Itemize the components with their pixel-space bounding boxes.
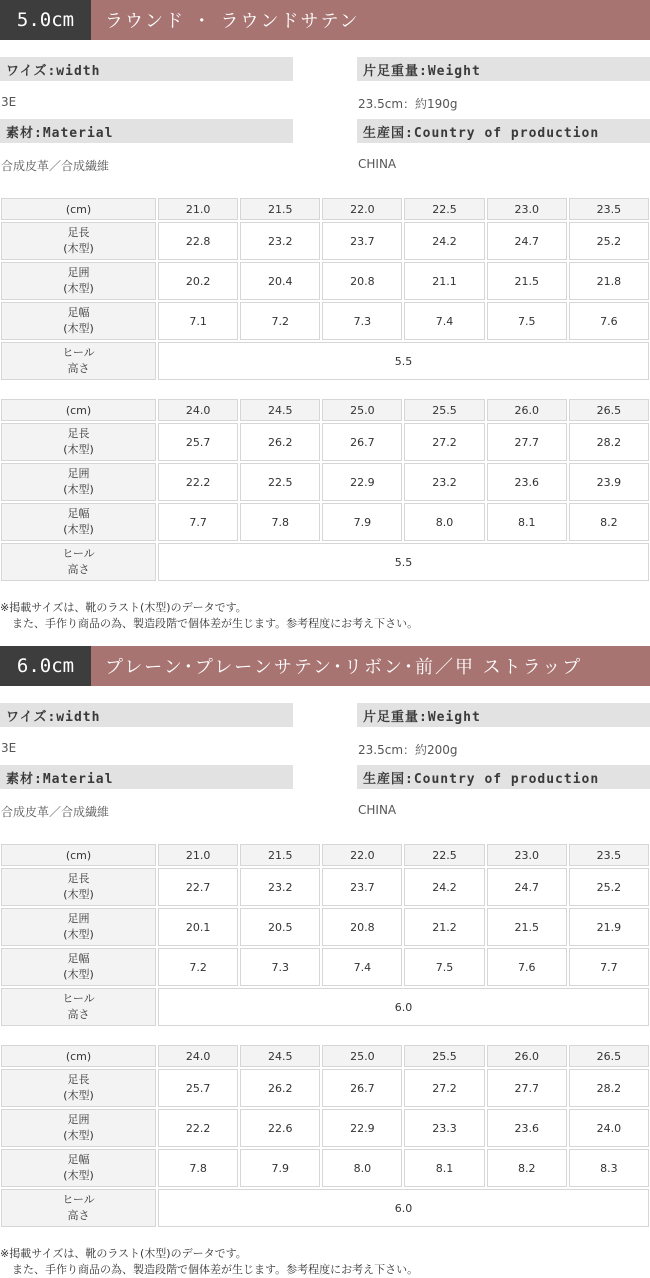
measure-cell: 23.9 (569, 463, 649, 501)
size-cell: 22.5 (404, 844, 484, 866)
section-title: プレーン･プレーンサテン･リボン･前／甲 ストラップ (91, 646, 650, 686)
row-label (1, 222, 156, 260)
size-table (0, 1043, 650, 1229)
size-notes (0, 1246, 650, 1278)
measure-cell: 22.6 (240, 1109, 320, 1147)
row-label-line: 足幅 (67, 507, 90, 520)
row-label (1, 262, 156, 300)
size-cell: 25.0 (322, 1045, 402, 1067)
row-label (1, 423, 156, 461)
row-label-line: (木型) (63, 1169, 94, 1182)
row-label (1, 503, 156, 541)
row-label-line: (木型) (63, 1129, 94, 1142)
measure-cell: 7.3 (322, 302, 402, 340)
row-label-line: 足幅 (67, 952, 90, 965)
row-label-line: ヒール (62, 1193, 95, 1206)
measure-cell: 20.1 (158, 908, 238, 946)
material-spec (0, 765, 293, 820)
measure-cell: 21.5 (487, 908, 567, 946)
heel-row (1, 988, 649, 1026)
spec-label: 素材:Material (0, 765, 293, 789)
row-label (1, 1109, 156, 1147)
measure-cell: 8.2 (487, 1149, 567, 1187)
measure-cell: 22.5 (240, 463, 320, 501)
measure-cell: 26.7 (322, 1069, 402, 1107)
row-label-line: 足囲 (67, 266, 90, 279)
measure-cell: 21.8 (569, 262, 649, 300)
measure-cell: 20.8 (322, 908, 402, 946)
measure-cell: 20.4 (240, 262, 320, 300)
measure-cell: 7.5 (487, 302, 567, 340)
spec-value: 合成皮革／合成繊維 (1, 159, 110, 173)
measure-cell: 7.6 (569, 302, 649, 340)
size-cell: 24.0 (158, 399, 238, 421)
weight-spec (357, 703, 650, 758)
heel-row (1, 543, 649, 581)
measure-cell: 22.2 (158, 1109, 238, 1147)
width-spec (0, 703, 293, 755)
length-row (1, 868, 649, 906)
note-line: ※掲載サイズは、靴のラスト(木型)のデータです。 (0, 1247, 247, 1260)
spec-value: 3E (1, 741, 17, 755)
row-label-line: (木型) (63, 888, 94, 901)
measure-cell: 23.2 (404, 463, 484, 501)
measure-cell: 25.2 (569, 222, 649, 260)
spec-label: ワイズ:width (0, 703, 293, 727)
measure-cell: 28.2 (569, 1069, 649, 1107)
section-title: ラウンド ・ ラウンドサテン (91, 0, 650, 40)
length-row (1, 423, 649, 461)
measure-cell: 23.2 (240, 868, 320, 906)
measure-cell: 7.8 (240, 503, 320, 541)
heel-height-cell: 6.0 (158, 1189, 649, 1227)
note-line: また、手作り商品の為、製造段階で個体差が生じます。参考程度にお考え下さい。 (12, 1263, 419, 1276)
size-cell: 22.0 (322, 198, 402, 220)
unit-label: (cm) (1, 844, 156, 866)
measure-cell: 21.2 (404, 908, 484, 946)
row-label (1, 342, 156, 380)
measure-cell: 23.6 (487, 463, 567, 501)
spec-value: 3E (1, 95, 17, 109)
size-table (0, 842, 650, 1028)
size-header-row (1, 198, 649, 220)
size-section (0, 646, 650, 1278)
measure-cell: 27.7 (487, 423, 567, 461)
width-spec (0, 57, 293, 109)
size-cell: 21.0 (158, 844, 238, 866)
size-cell: 22.5 (404, 198, 484, 220)
heel-height-cell: 5.5 (158, 543, 649, 581)
measure-cell: 27.2 (404, 423, 484, 461)
measure-cell: 22.9 (322, 463, 402, 501)
size-cell: 23.0 (487, 198, 567, 220)
spec-label: ワイズ:width (0, 57, 293, 81)
measure-cell: 23.3 (404, 1109, 484, 1147)
measure-cell: 7.7 (158, 503, 238, 541)
girth-row (1, 262, 649, 300)
row-label-line: (木型) (63, 322, 94, 335)
row-label-line: 足幅 (67, 1153, 90, 1166)
unit-label: (cm) (1, 198, 156, 220)
length-row (1, 1069, 649, 1107)
row-label-line: (木型) (63, 968, 94, 981)
length-row (1, 222, 649, 260)
row-label-line: 足幅 (67, 306, 90, 319)
row-label-line: 足囲 (67, 1113, 90, 1126)
measure-cell: 25.2 (569, 868, 649, 906)
size-cell: 22.0 (322, 844, 402, 866)
spec-value: 合成皮革／合成繊維 (1, 805, 110, 819)
spec-value: 23.5cm：約200g (358, 743, 458, 757)
girth-row (1, 908, 649, 946)
measure-cell: 8.1 (404, 1149, 484, 1187)
row-label (1, 1149, 156, 1187)
measure-cell: 8.0 (404, 503, 484, 541)
row-label-line: 足囲 (67, 467, 90, 480)
row-label-line: 高さ (67, 1008, 90, 1021)
measure-cell: 26.2 (240, 1069, 320, 1107)
measure-cell: 7.9 (240, 1149, 320, 1187)
spec-value: 23.5cm：約190g (358, 97, 458, 111)
row-label-line: (木型) (63, 282, 94, 295)
measure-cell: 8.0 (322, 1149, 402, 1187)
measure-cell: 24.7 (487, 222, 567, 260)
country-spec (357, 765, 650, 817)
size-cell: 21.5 (240, 198, 320, 220)
measure-cell: 28.2 (569, 423, 649, 461)
measure-cell: 21.9 (569, 908, 649, 946)
measure-cell: 8.2 (569, 503, 649, 541)
spec-value: CHINA (358, 157, 397, 171)
measure-cell: 8.3 (569, 1149, 649, 1187)
size-cell: 26.0 (487, 399, 567, 421)
measure-cell: 7.6 (487, 948, 567, 986)
row-label-line: (木型) (63, 523, 94, 536)
size-cell: 26.5 (569, 399, 649, 421)
row-label-line: 高さ (67, 1209, 90, 1222)
measure-cell: 23.7 (322, 222, 402, 260)
size-header-row (1, 1045, 649, 1067)
size-header-row (1, 399, 649, 421)
width-row (1, 948, 649, 986)
size-cell: 25.5 (404, 399, 484, 421)
row-label-line: (木型) (63, 1089, 94, 1102)
row-label-line: ヒール (62, 346, 95, 359)
material-spec (0, 119, 293, 174)
section-header (0, 0, 650, 40)
girth-row (1, 1109, 649, 1147)
spec-label: 素材:Material (0, 119, 293, 143)
row-label-line: (木型) (63, 443, 94, 456)
size-cell: 24.5 (240, 399, 320, 421)
size-cell: 26.0 (487, 1045, 567, 1067)
row-label-line: (木型) (63, 928, 94, 941)
width-row (1, 1149, 649, 1187)
row-label-line: (木型) (63, 483, 94, 496)
size-notes (0, 600, 650, 632)
measure-cell: 27.2 (404, 1069, 484, 1107)
spec-panel (0, 57, 650, 192)
measure-cell: 21.5 (487, 262, 567, 300)
measure-cell: 8.1 (487, 503, 567, 541)
row-label-line: ヒール (62, 992, 95, 1005)
measure-cell: 7.7 (569, 948, 649, 986)
width-row (1, 503, 649, 541)
row-label-line: ヒール (62, 547, 95, 560)
spec-label: 片足重量:Weight (357, 703, 650, 727)
heel-height-cell: 5.5 (158, 342, 649, 380)
size-cell: 24.5 (240, 1045, 320, 1067)
row-label (1, 463, 156, 501)
measure-cell: 7.5 (404, 948, 484, 986)
row-label (1, 868, 156, 906)
measure-cell: 22.8 (158, 222, 238, 260)
spec-label: 片足重量:Weight (357, 57, 650, 81)
measure-cell: 7.4 (322, 948, 402, 986)
measure-cell: 21.1 (404, 262, 484, 300)
unit-label: (cm) (1, 399, 156, 421)
size-cell: 25.0 (322, 399, 402, 421)
heel-row (1, 342, 649, 380)
size-cell: 23.5 (569, 198, 649, 220)
spec-panel (0, 703, 650, 838)
row-label-line: 高さ (67, 362, 90, 375)
row-label-line: 足囲 (67, 912, 90, 925)
measure-cell: 7.4 (404, 302, 484, 340)
measure-cell: 7.3 (240, 948, 320, 986)
heel-height-cell: 6.0 (158, 988, 649, 1026)
size-table (0, 397, 650, 583)
size-cell: 25.5 (404, 1045, 484, 1067)
unit-label: (cm) (1, 1045, 156, 1067)
row-label (1, 302, 156, 340)
size-section (0, 0, 650, 632)
measure-cell: 23.2 (240, 222, 320, 260)
measure-cell: 23.6 (487, 1109, 567, 1147)
section-header (0, 646, 650, 686)
country-spec (357, 119, 650, 171)
row-label-line: 足長 (67, 226, 90, 239)
row-label-line: 高さ (67, 563, 90, 576)
row-label (1, 988, 156, 1026)
size-cell: 21.0 (158, 198, 238, 220)
measure-cell: 20.5 (240, 908, 320, 946)
size-cell: 23.0 (487, 844, 567, 866)
measure-cell: 27.7 (487, 1069, 567, 1107)
row-label-line: 足長 (67, 872, 90, 885)
row-label (1, 1069, 156, 1107)
measure-cell: 7.2 (240, 302, 320, 340)
measure-cell: 7.9 (322, 503, 402, 541)
girth-row (1, 463, 649, 501)
size-cell: 21.5 (240, 844, 320, 866)
measure-cell: 7.8 (158, 1149, 238, 1187)
row-label-line: 足長 (67, 427, 90, 440)
measure-cell: 24.7 (487, 868, 567, 906)
measure-cell: 24.2 (404, 222, 484, 260)
row-label-line: 足長 (67, 1073, 90, 1086)
measure-cell: 7.1 (158, 302, 238, 340)
note-line: ※掲載サイズは、靴のラスト(木型)のデータです。 (0, 601, 247, 614)
measure-cell: 22.2 (158, 463, 238, 501)
measure-cell: 22.9 (322, 1109, 402, 1147)
row-label (1, 948, 156, 986)
size-cell: 26.5 (569, 1045, 649, 1067)
width-row (1, 302, 649, 340)
note-line: また、手作り商品の為、製造段階で個体差が生じます。参考程度にお考え下さい。 (12, 617, 419, 630)
heel-height-badge: 5.0cm (0, 0, 91, 40)
measure-cell: 7.2 (158, 948, 238, 986)
measure-cell: 26.2 (240, 423, 320, 461)
measure-cell: 24.2 (404, 868, 484, 906)
row-label (1, 908, 156, 946)
heel-row (1, 1189, 649, 1227)
row-label (1, 543, 156, 581)
size-cell: 24.0 (158, 1045, 238, 1067)
measure-cell: 24.0 (569, 1109, 649, 1147)
row-label (1, 1189, 156, 1227)
heel-height-badge: 6.0cm (0, 646, 91, 686)
size-table (0, 196, 650, 382)
spec-label: 生産国:Country of production (357, 765, 650, 789)
measure-cell: 20.2 (158, 262, 238, 300)
measure-cell: 25.7 (158, 1069, 238, 1107)
row-label-line: (木型) (63, 242, 94, 255)
size-cell: 23.5 (569, 844, 649, 866)
measure-cell: 25.7 (158, 423, 238, 461)
measure-cell: 26.7 (322, 423, 402, 461)
weight-spec (357, 57, 650, 112)
spec-value: CHINA (358, 803, 397, 817)
spec-label: 生産国:Country of production (357, 119, 650, 143)
measure-cell: 20.8 (322, 262, 402, 300)
measure-cell: 23.7 (322, 868, 402, 906)
measure-cell: 22.7 (158, 868, 238, 906)
size-header-row (1, 844, 649, 866)
